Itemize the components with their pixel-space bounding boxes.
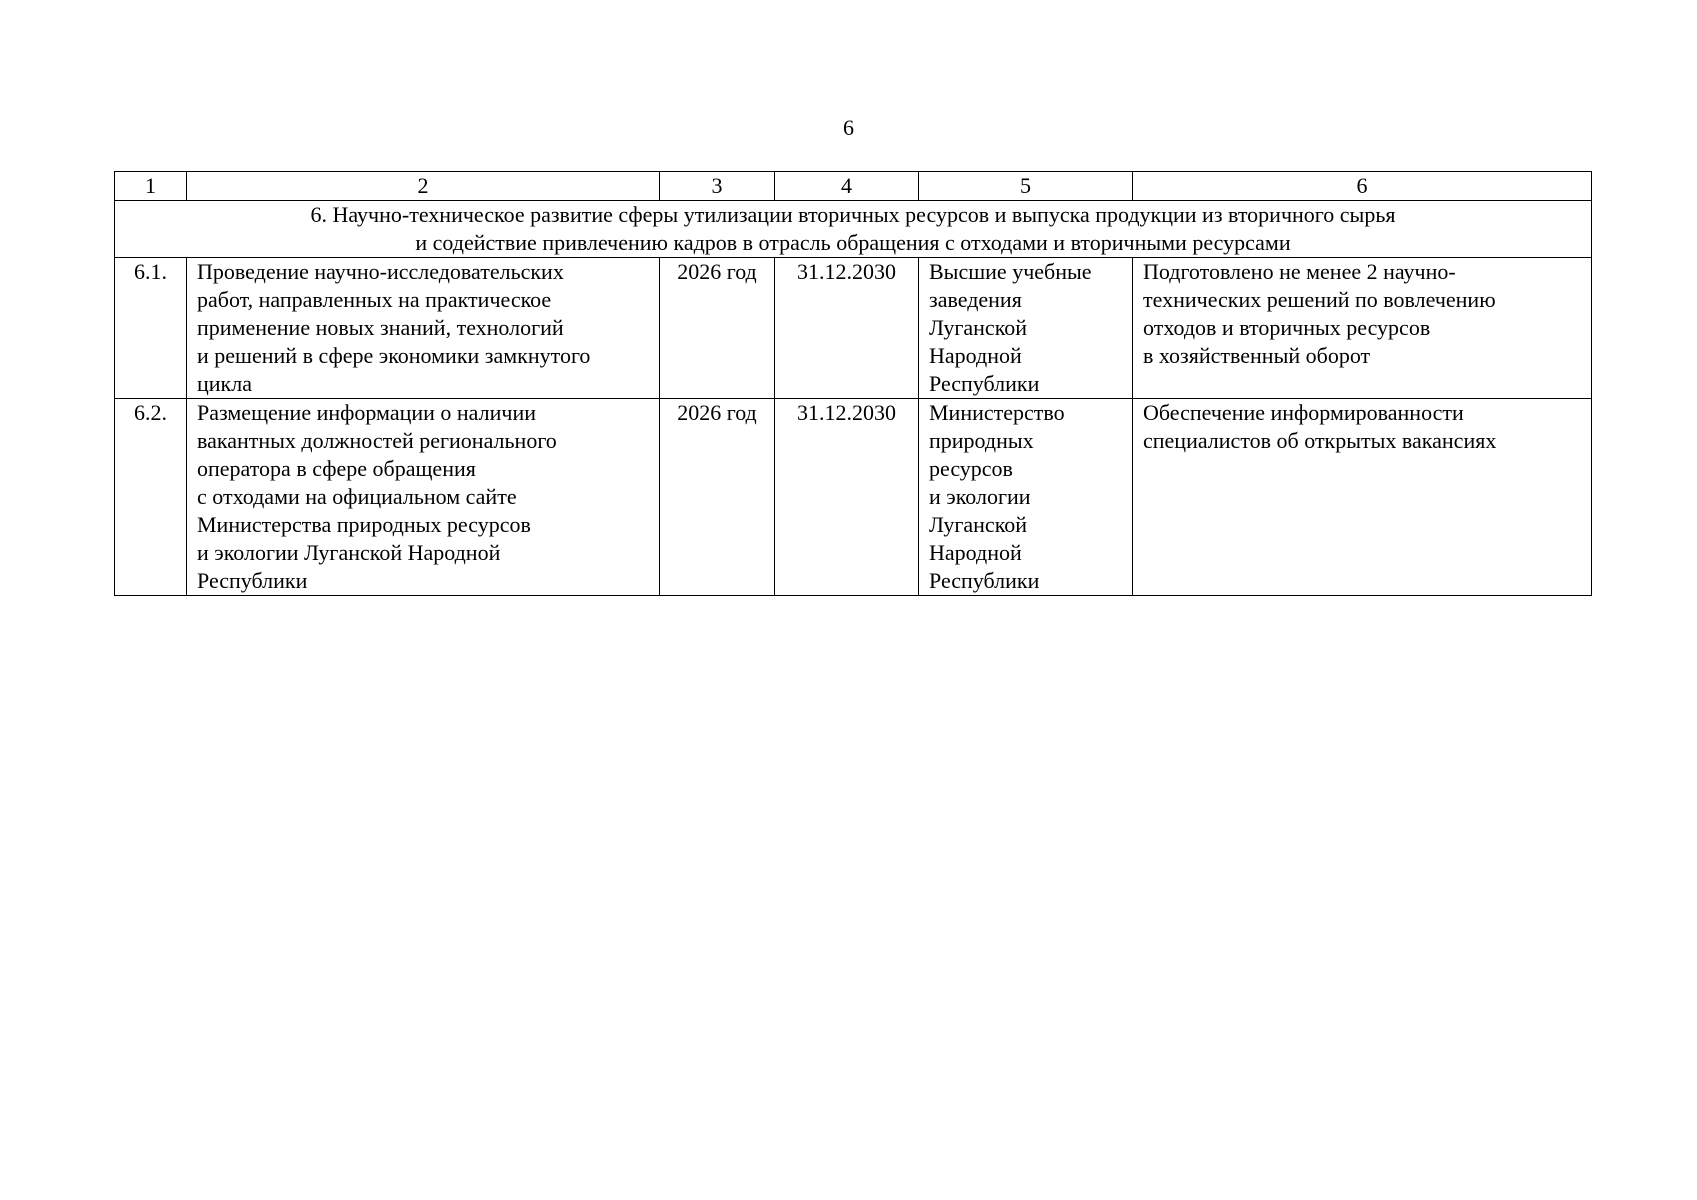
responsible-cell: Высшие учебные заведения Луганской Народной Республики bbox=[919, 258, 1133, 399]
table-row bbox=[115, 399, 1592, 596]
column-number-row bbox=[115, 172, 1592, 201]
responsible-cell: Министерство природных ресурсов и экологии Луганской Народной Республики bbox=[919, 399, 1133, 596]
section-title: 6. Научно-техническое развитие сферы утилизации вторичных ресурсов и выпуска продукции из вторичного сырья и содействие привлечению кадров в отрасль обращения с отходами и вторичными ресурсами bbox=[115, 201, 1592, 258]
result-cell: Обеспечение информированности специалистов об открытых вакансиях bbox=[1133, 399, 1592, 596]
column-number-1: 1 bbox=[115, 172, 187, 201]
start-cell: 2026 год bbox=[660, 399, 775, 596]
measures-table bbox=[114, 171, 1592, 596]
end-cell: 31.12.2030 bbox=[775, 399, 919, 596]
table-row bbox=[115, 258, 1592, 399]
result-cell: Подготовлено не менее 2 научно- технических решений по вовлечению отходов и вторичных ресурсов в хозяйственный оборот bbox=[1133, 258, 1592, 399]
row-number: 6.1. bbox=[115, 258, 187, 399]
column-number-3: 3 bbox=[660, 172, 775, 201]
column-number-4: 4 bbox=[775, 172, 919, 201]
column-number-6: 6 bbox=[1133, 172, 1592, 201]
column-number-2: 2 bbox=[187, 172, 660, 201]
row-number: 6.2. bbox=[115, 399, 187, 596]
column-number-5: 5 bbox=[919, 172, 1133, 201]
page-number: 6 bbox=[843, 115, 854, 140]
start-cell: 2026 год bbox=[660, 258, 775, 399]
section-title-row bbox=[115, 201, 1592, 258]
end-cell: 31.12.2030 bbox=[775, 258, 919, 399]
activity-cell: Размещение информации о наличии вакантных должностей регионального оператора в сфере обращения с отходами на официальном сайте Министерства природных ресурсов и экологии Луганской Народной Республики bbox=[187, 399, 660, 596]
activity-cell: Проведение научно-исследовательских работ, направленных на практическое применение новых знаний, технологий и решений в сфере экономики замкнутого цикла bbox=[187, 258, 660, 399]
